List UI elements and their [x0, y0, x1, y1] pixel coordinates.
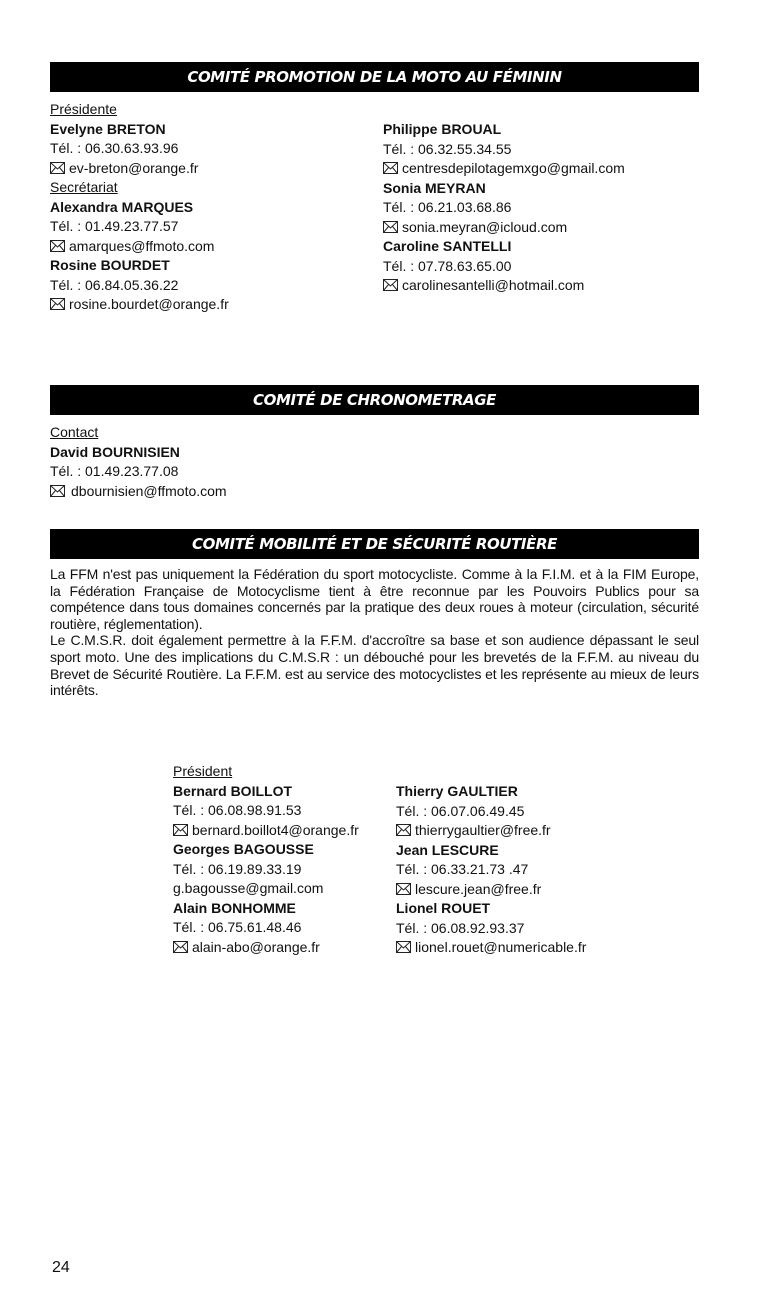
contact-name: Alain BONHOMME — [173, 899, 296, 916]
page-number: 24 — [52, 1259, 70, 1276]
contact-phone: Tél. : 06.75.61.48.46 — [173, 919, 302, 935]
contact-email[interactable]: carolinesantelli@hotmail.com — [402, 277, 585, 293]
section-title-feminin: COMITÉ PROMOTION DE LA MOTO AU FÉMININ — [50, 62, 699, 92]
feminin-right-column — [383, 120, 625, 296]
contact-phone: Tél. : 06.30.63.93.96 — [50, 140, 179, 156]
contact-email[interactable]: thierrygaultier@free.fr — [415, 822, 551, 838]
contact-name: Caroline SANTELLI — [383, 238, 512, 254]
mobilite-left-column — [173, 762, 359, 957]
role-contact: Contact — [50, 424, 99, 440]
chrono-column — [50, 423, 227, 501]
envelope-icon — [173, 941, 188, 953]
contact-name: Jean LESCURE — [396, 841, 499, 858]
contact-email[interactable]: amarques@ffmoto.com — [69, 237, 215, 254]
contact-email[interactable]: g.bagousse@gmail.com — [173, 880, 324, 896]
role-presidente: Présidente — [50, 101, 117, 117]
contact-email-line — [396, 938, 586, 958]
contact-phone: Tél. : 01.49.23.77.57 — [50, 218, 179, 234]
contact-email[interactable]: rosine.bourdet@orange.fr — [69, 296, 229, 312]
contact-name: Rosine BOURDET — [50, 257, 170, 273]
contact-phone: Tél. : 06.08.92.93.37 — [396, 919, 525, 936]
description-paragraph — [50, 566, 699, 699]
contact-phone: Tél. : 06.21.03.68.86 — [383, 199, 512, 215]
section-title-mobilite: COMITÉ MOBILITÉ ET DE SÉCURITÉ ROUTIÈRE — [50, 529, 699, 559]
role-secretariat: Secrétariat — [50, 179, 118, 195]
contact-name: Georges BAGOUSSE — [173, 841, 314, 857]
contact-email-line — [173, 821, 359, 841]
contact-name: David BOURNISIEN — [50, 443, 180, 460]
contact-name: Evelyne BRETON — [50, 120, 166, 137]
contact-email-line — [383, 218, 625, 238]
role-president: Président — [173, 763, 233, 779]
paragraph-2: Le C.M.S.R. doit également permettre à la F.F.M. d'accroître sa base et son audience dépassant le seul sport moto. Une des implications du C.M.S.R : un débouché pour les brevetés de la F.F.M. au niveau du Brevet de Sécurité Routière. La F.F.M. est au service des motocyclistes et les représente au mieux de leurs intérêts. — [50, 632, 699, 699]
contact-email[interactable]: dbournisien@ffmoto.com — [71, 482, 227, 499]
contact-phone: Tél. : 07.78.63.65.00 — [383, 257, 512, 274]
envelope-icon — [396, 883, 411, 895]
envelope-icon — [173, 824, 188, 836]
envelope-icon — [396, 824, 411, 836]
envelope-icon — [50, 162, 65, 174]
contact-name: Bernard BOILLOT — [173, 782, 293, 799]
envelope-icon — [50, 485, 65, 497]
contact-email-line — [50, 295, 229, 315]
section-title-chronometrage: COMITÉ DE CHRONOMETRAGE — [50, 385, 699, 415]
contact-email-line — [50, 482, 227, 502]
envelope-icon — [383, 221, 398, 233]
contact-email-line — [50, 237, 229, 257]
contact-email-line — [383, 276, 625, 296]
contact-phone: Tél. : 06.33.21.73 .47 — [396, 861, 529, 877]
mobilite-right-column — [396, 782, 586, 958]
envelope-icon — [383, 279, 398, 291]
contact-email-line — [396, 821, 586, 841]
envelope-icon — [396, 941, 411, 953]
contact-name: Alexandra MARQUES — [50, 198, 194, 215]
contact-email[interactable]: sonia.meyran@icloud.com — [402, 218, 568, 235]
contact-email-line — [50, 159, 229, 179]
envelope-icon — [50, 240, 65, 252]
contact-phone: Tél. : 06.08.98.91.53 — [173, 802, 302, 818]
contact-email[interactable]: bernard.boillot4@orange.fr — [192, 821, 359, 838]
contact-name: Thierry GAULTIER — [396, 783, 518, 799]
contact-email-line — [173, 938, 359, 958]
contact-email[interactable]: lescure.jean@free.fr — [415, 880, 542, 897]
contact-phone: Tél. : 01.49.23.77.08 — [50, 463, 179, 479]
contact-phone: Tél. : 06.84.05.36.22 — [50, 276, 179, 293]
contact-name: Sonia MEYRAN — [383, 179, 486, 196]
contact-email-line — [396, 880, 586, 900]
contact-name: Lionel ROUET — [396, 900, 491, 916]
envelope-icon — [383, 162, 398, 174]
envelope-icon — [50, 298, 65, 310]
contact-phone: Tél. : 06.32.55.34.55 — [383, 140, 512, 157]
contact-phone: Tél. : 06.19.89.33.19 — [173, 860, 302, 877]
contact-email[interactable]: centresdepilotagemxgo@gmail.com — [402, 160, 625, 176]
contact-name: Philippe BROUAL — [383, 121, 502, 137]
feminin-left-column — [50, 100, 229, 315]
contact-email-line — [383, 159, 625, 179]
contact-email[interactable]: lionel.rouet@numericable.fr — [415, 939, 587, 955]
contact-phone: Tél. : 06.07.06.49.45 — [396, 802, 525, 819]
paragraph-1: La FFM n'est pas uniquement la Fédération du sport motocycliste. Comme à la F.I.M. et à la FIM Europe, la Fédération Française de Motocyclisme tient à être reconnue par les Pouvoirs Publics pour sa compétence dans tous domaines concernés par la pratique des deux roues à moteur (circulation, sécurité routière, réglementation). — [50, 566, 699, 632]
contact-email[interactable]: alain-abo@orange.fr — [192, 938, 320, 955]
contact-email[interactable]: ev-breton@orange.fr — [69, 159, 199, 176]
